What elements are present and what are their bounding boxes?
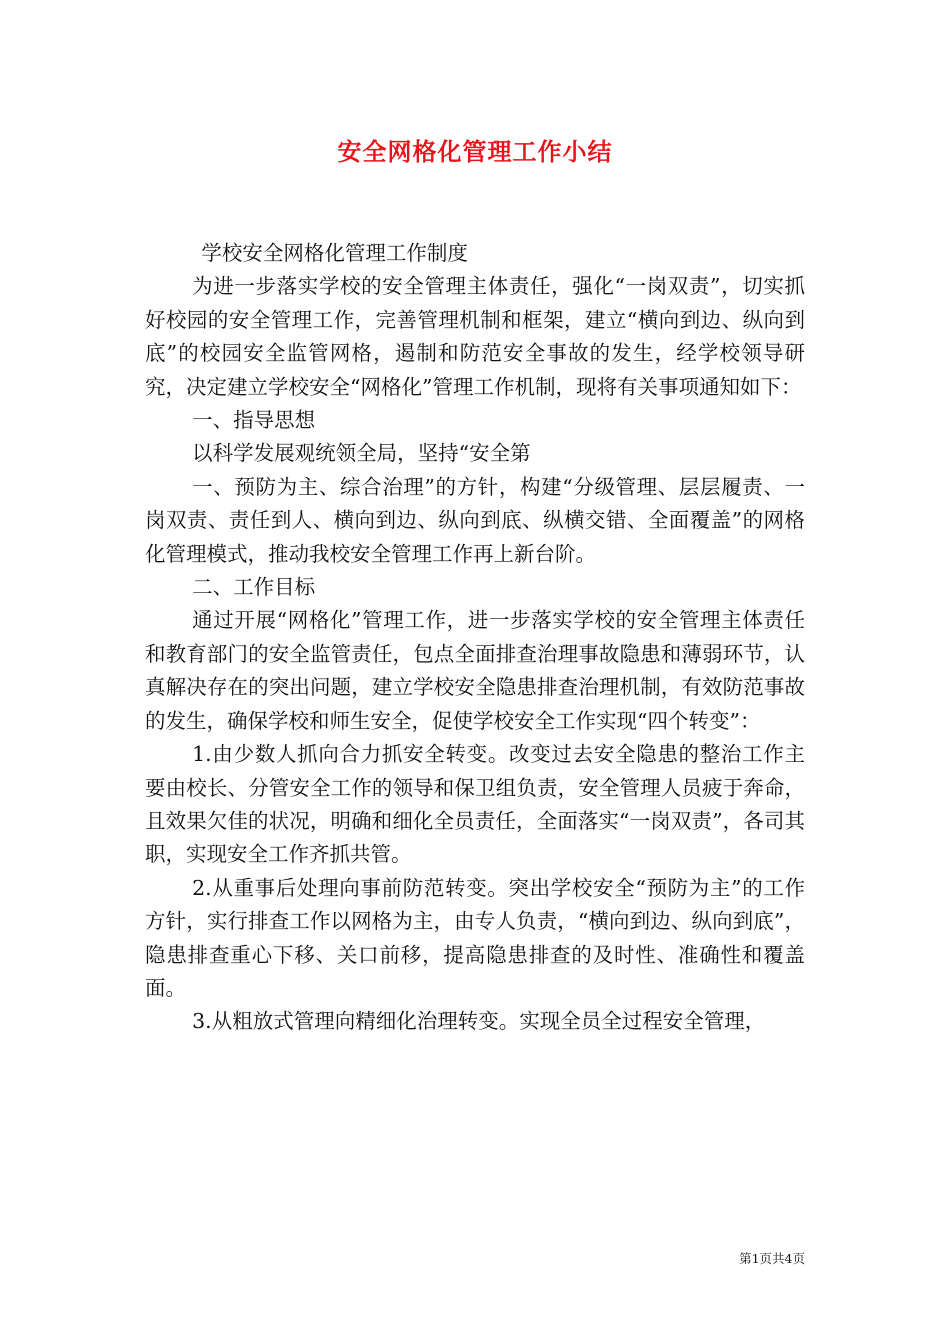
document-body <box>145 237 805 1039</box>
section-heading: 二、工作目标 <box>192 575 316 600</box>
document-title: 安全网格化管理工作小结 <box>337 137 613 166</box>
paragraph-heading: 学校安全网格化管理工作制度 <box>201 241 468 265</box>
paragraph: 以科学发展观统领全局，坚持“安全第 <box>192 441 531 466</box>
list-item: 1.由少数人抓向合力抓安全转变。改变过去安全隐患的整治工作主要由校长、分管安全工作的领导和保卫组负责，安全管理人员疲于奔命，且效果欠佳的状况，明确和细化全员责任，全面落实“一岗双责”，各司其职，实现安全工作齐抓共管。 <box>145 742 805 867</box>
paragraph: 一、预防为主、综合治理”的方针，构建“分级管理、层层履责、一岗双责、责任到人、横向到边、纵向到底、纵横交错、全面覆盖”的网格化管理模式，推动我校安全管理工作再上新台阶。 <box>145 474 805 566</box>
page-footer <box>739 1249 805 1267</box>
section-heading: 一、指导思想 <box>192 408 316 433</box>
page-number: 第1页共4页 <box>739 1251 805 1266</box>
list-item: 2.从重事后处理向事前防范转变。突出学校安全“预防为主”的工作方针，实行排查工作以网格为主，由专人负责，“横向到边、纵向到底”，隐患排查重心下移、关口前移，提高隐患排查的及时性、准确性和覆盖面。 <box>145 875 805 1000</box>
paragraph: 为进一步落实学校的安全管理主体责任，强化“一岗双责”，切实抓好校园的安全管理工作，完善管理机制和框架，建立“横向到边、纵向到底”的校园安全监管网格，遏制和防范安全事故的发生，经学校领导研究，决定建立学校安全“网格化”管理工作机制，现将有关事项通知如下： <box>145 274 805 399</box>
list-item: 3.从粗放式管理向精细化治理转变。实现全员全过程安全管理， <box>192 1009 766 1034</box>
paragraph: 通过开展“网格化”管理工作，进一步落实学校的安全管理主体责任和教育部门的安全监管责任，包点全面排查治理事故隐患和薄弱环节，认真解决存在的突出问题，建立学校安全隐患排查治理机制，有效防范事故的发生，确保学校和师生安全，促使学校安全工作实现“四个转变”： <box>145 608 805 733</box>
